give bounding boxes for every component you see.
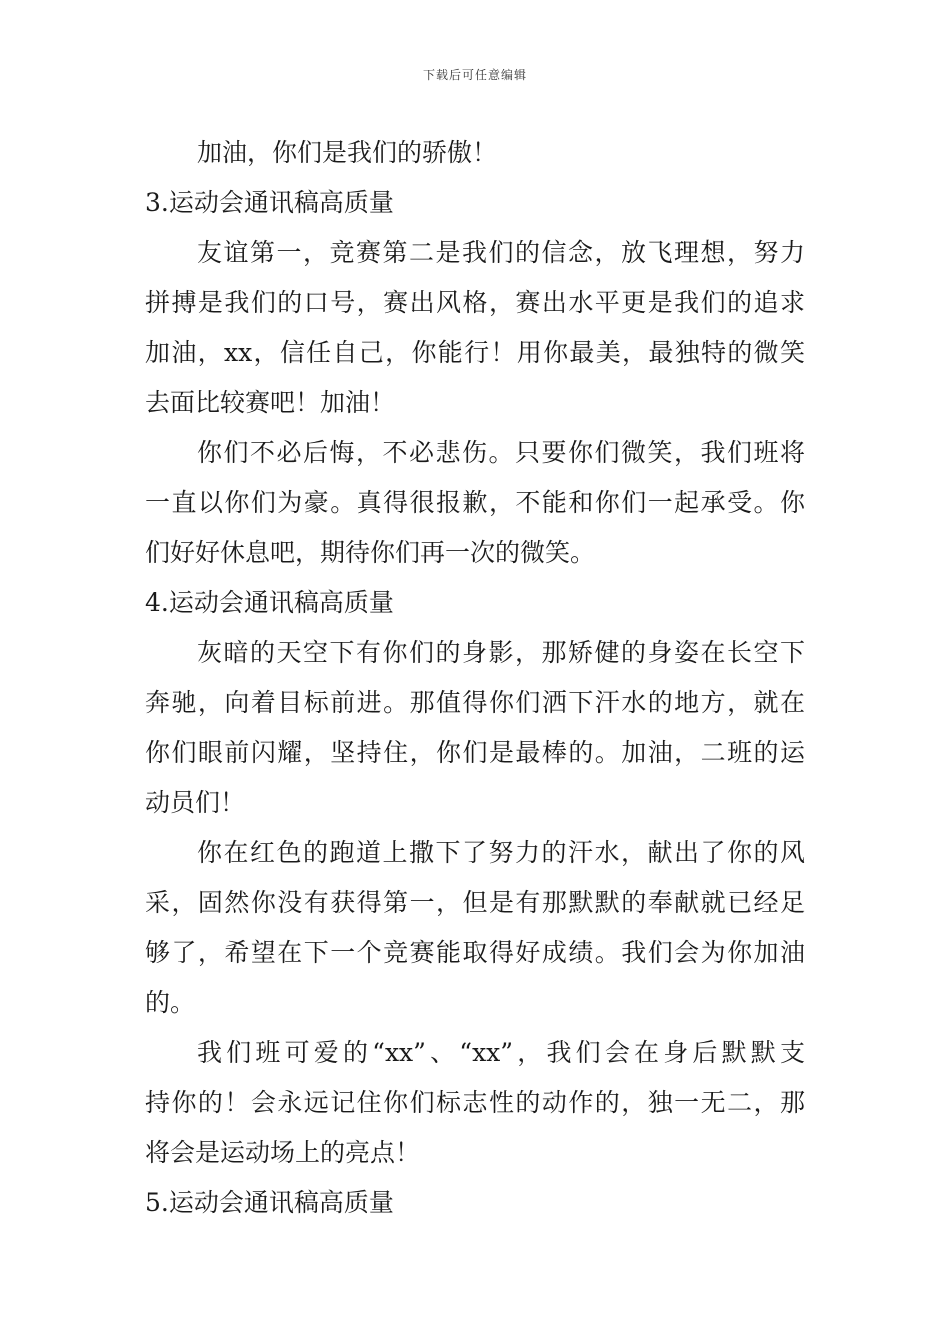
paragraph-line: 灰暗的天空下有你们的身影，那矫健的身姿在长空下 xyxy=(197,638,805,667)
paragraph-line: 奔驰，向着目标前进。那值得你们洒下汗水的地方，就在 xyxy=(145,688,805,717)
document-body xyxy=(145,128,805,1228)
paragraph-line: 动员们！ xyxy=(145,788,246,817)
section-heading: 3.运动会通讯稿高质量 xyxy=(145,188,394,217)
paragraph-line: 去面比较赛吧！加油！ xyxy=(145,388,396,417)
paragraph-line: 加油，你们是我们的骄傲！ xyxy=(197,138,498,167)
paragraph-line: 拼搏是我们的口号，赛出风格，赛出水平更是我们的追求 xyxy=(145,288,805,317)
section-heading: 5.运动会通讯稿高质量 xyxy=(145,1188,394,1217)
paragraph-line: 的。 xyxy=(145,988,196,1017)
page-header-note: 下载后可任意编辑 xyxy=(422,68,527,82)
paragraph-line: 你们眼前闪耀，坚持住，你们是最棒的。加油，二班的运 xyxy=(145,738,805,767)
paragraph-line: 够了，希望在下一个竞赛能取得好成绩。我们会为你加油 xyxy=(145,938,805,967)
section-heading: 4.运动会通讯稿高质量 xyxy=(145,588,394,617)
paragraph-line: 们好好休息吧，期待你们再一次的微笑。 xyxy=(145,538,596,567)
paragraph-line: 你们不必后悔，不必悲伤。只要你们微笑，我们班将 xyxy=(197,438,805,467)
paragraph-line: 采，固然你没有获得第一，但是有那默默的奉献就已经足 xyxy=(145,888,805,917)
paragraph-line: 一直以你们为豪。真得很报歉，不能和你们一起承受。你 xyxy=(145,488,805,517)
paragraph-line: 将会是运动场上的亮点！ xyxy=(145,1138,421,1167)
paragraph-line: 你在红色的跑道上撒下了努力的汗水，献出了你的风 xyxy=(197,838,805,867)
paragraph-line: 持你的！会永远记住你们标志性的动作的，独一无二，那 xyxy=(145,1088,805,1117)
paragraph-line: 友谊第一，竞赛第二是我们的信念，放飞理想，努力 xyxy=(197,238,805,267)
paragraph-line: 我们班可爱的“xx”、“xx”，我们会在身后默默支 xyxy=(197,1038,805,1067)
paragraph-line: 加油，xx，信任自己，你能行！用你最美，最独特的微笑 xyxy=(145,338,805,367)
